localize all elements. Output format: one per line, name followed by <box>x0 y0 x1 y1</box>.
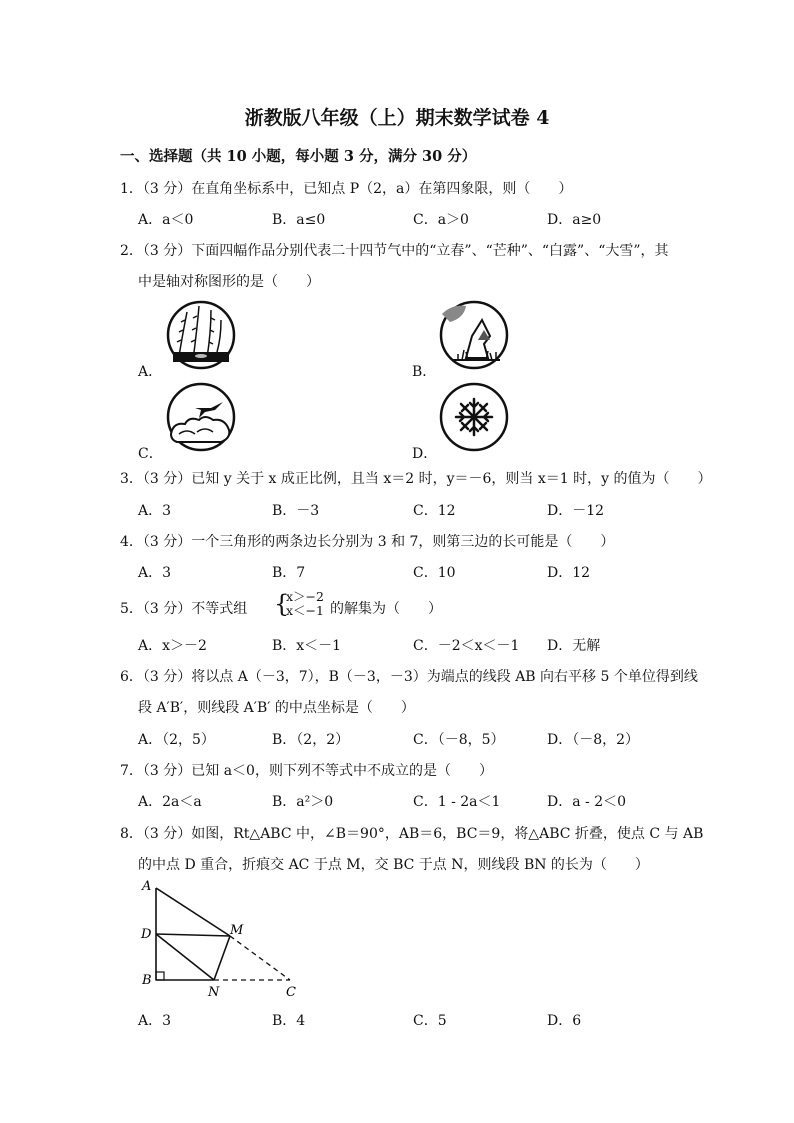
question-8-stem-line-2: 的中点 D 重合，折痕交 AC 于点 M，交 BC 于点 N，则线段 BN 的长为（ ） <box>138 857 649 873</box>
question-6-stem-line-2: 段 A′B′，则线段 A′B′ 的中点坐标是（ ） <box>138 700 415 716</box>
willow-rain-icon <box>165 300 237 370</box>
question-4-option-a[interactable]: A．3 <box>138 565 172 581</box>
question-7-option-c[interactable]: C．1 - 2a＜1 <box>413 794 501 810</box>
question-3-option-b[interactable]: B．－3 <box>272 503 320 519</box>
question-7-option-a[interactable]: A．2a＜a <box>138 794 202 810</box>
question-3-stem: 3．（3 分）已知 y 关于 x 成正比例，且当 x＝2 时，y＝－6，则当 x＝1 时，y 的值为（ ） <box>120 471 712 487</box>
question-7-option-d[interactable]: D．a - 2＜0 <box>547 794 627 810</box>
page-title: 浙教版八年级（上）期末数学试卷 4 <box>244 107 550 129</box>
segment-dn <box>156 934 214 980</box>
question-6-option-d[interactable]: D．（－8，2） <box>547 732 640 748</box>
question-8-option-c[interactable]: C．5 <box>413 1013 447 1029</box>
question-7-stem: 7．（3 分）已知 a＜0，则下列不等式中不成立的是（ ） <box>120 763 493 779</box>
question-2-stem-line-2: 中是轴对称图形的是（ ） <box>138 274 320 290</box>
question-7-option-b[interactable]: B．a²＞0 <box>272 794 334 810</box>
segment-mn <box>214 936 230 980</box>
question-5-stem-suffix: 的解集为（ ） <box>330 601 442 617</box>
question-8-stem-line-1: 8．（3 分）如图，Rt△ABC 中，∠B＝90°，AB＝6，BC＝9，将△ABC 折叠，使点 C 与 AB <box>120 826 704 842</box>
question-5-option-d[interactable]: D．无解 <box>547 638 601 654</box>
question-1-option-c[interactable]: C．a＞0 <box>413 212 469 228</box>
question-6-option-b[interactable]: B．（2，2） <box>272 732 350 748</box>
triangle-fold-diagram <box>130 876 310 1000</box>
question-8-option-a[interactable]: A．3 <box>138 1013 172 1029</box>
question-3-option-a[interactable]: A．3 <box>138 503 172 519</box>
question-1-option-d[interactable]: D．a≥0 <box>547 212 602 228</box>
point-label-c: C <box>286 985 296 1000</box>
brace-symbol: { <box>274 590 290 618</box>
inequality-system-bottom: x＜−1 <box>286 603 324 618</box>
question-5-option-b[interactable]: B．x＜－1 <box>272 638 342 654</box>
bird-cloud-icon <box>165 382 237 452</box>
question-3-option-d[interactable]: D．－12 <box>547 503 605 519</box>
question-5-option-a[interactable]: A．x＞－2 <box>138 638 207 654</box>
question-1-option-a[interactable]: A．a＜0 <box>138 212 194 228</box>
question-5-stem-prefix: 5．（3 分）不等式组 <box>120 601 248 617</box>
segment-am <box>156 888 230 936</box>
point-label-d: D <box>141 927 152 942</box>
point-label-m: M <box>230 923 244 938</box>
question-8-option-d[interactable]: D．6 <box>547 1013 582 1029</box>
question-8-option-b[interactable]: B．4 <box>272 1013 306 1029</box>
question-6-stem-line-1: 6．（3 分）将以点 A（－3，7），B（－3，－3）为端点的线段 AB 向右平移 5 个单位得到线 <box>120 669 698 685</box>
question-3-option-c[interactable]: C．12 <box>413 503 456 519</box>
segment-mc-dashed <box>230 936 290 980</box>
mountain-grass-icon <box>438 300 510 370</box>
question-4-option-c[interactable]: C．10 <box>413 565 456 581</box>
inequality-system-top: x＞−2 <box>286 589 324 604</box>
question-4-option-d[interactable]: D．12 <box>547 565 591 581</box>
right-angle-mark <box>156 972 164 980</box>
question-4-option-b[interactable]: B．7 <box>272 565 306 581</box>
point-label-n: N <box>208 985 220 1000</box>
section-heading: 一、选择题（共 10 小题，每小题 3 分，满分 30 分） <box>120 148 477 165</box>
question-4-stem: 4．（3 分）一个三角形的两条边长分别为 3 和 7，则第三边的长可能是（ ） <box>120 534 615 550</box>
question-6-option-a[interactable]: A．（2，5） <box>138 732 215 748</box>
question-6-option-c[interactable]: C．（－8，5） <box>413 732 505 748</box>
point-label-b: B <box>142 973 152 988</box>
segment-dm <box>156 934 230 936</box>
snowflake-icon <box>438 382 510 452</box>
question-2-option-a[interactable]: A． <box>138 364 163 380</box>
question-5-option-c[interactable]: C．－2＜x＜－1 <box>413 638 520 654</box>
question-1-stem: 1．（3 分）在直角坐标系中，已知点 P（2，a）在第四象限，则（ ） <box>120 181 573 197</box>
question-2-option-b[interactable]: B． <box>412 364 437 380</box>
question-2-option-d[interactable]: D． <box>412 446 438 462</box>
question-2-option-c[interactable]: C． <box>138 446 163 462</box>
question-2-stem-line-1: 2．（3 分）下面四幅作品分别代表二十四节气中的“立春”、“芒种”、“白露”、“大雪”，其 <box>120 243 669 259</box>
point-label-a: A <box>142 879 152 894</box>
question-1-option-b[interactable]: B．a≤0 <box>272 212 326 228</box>
